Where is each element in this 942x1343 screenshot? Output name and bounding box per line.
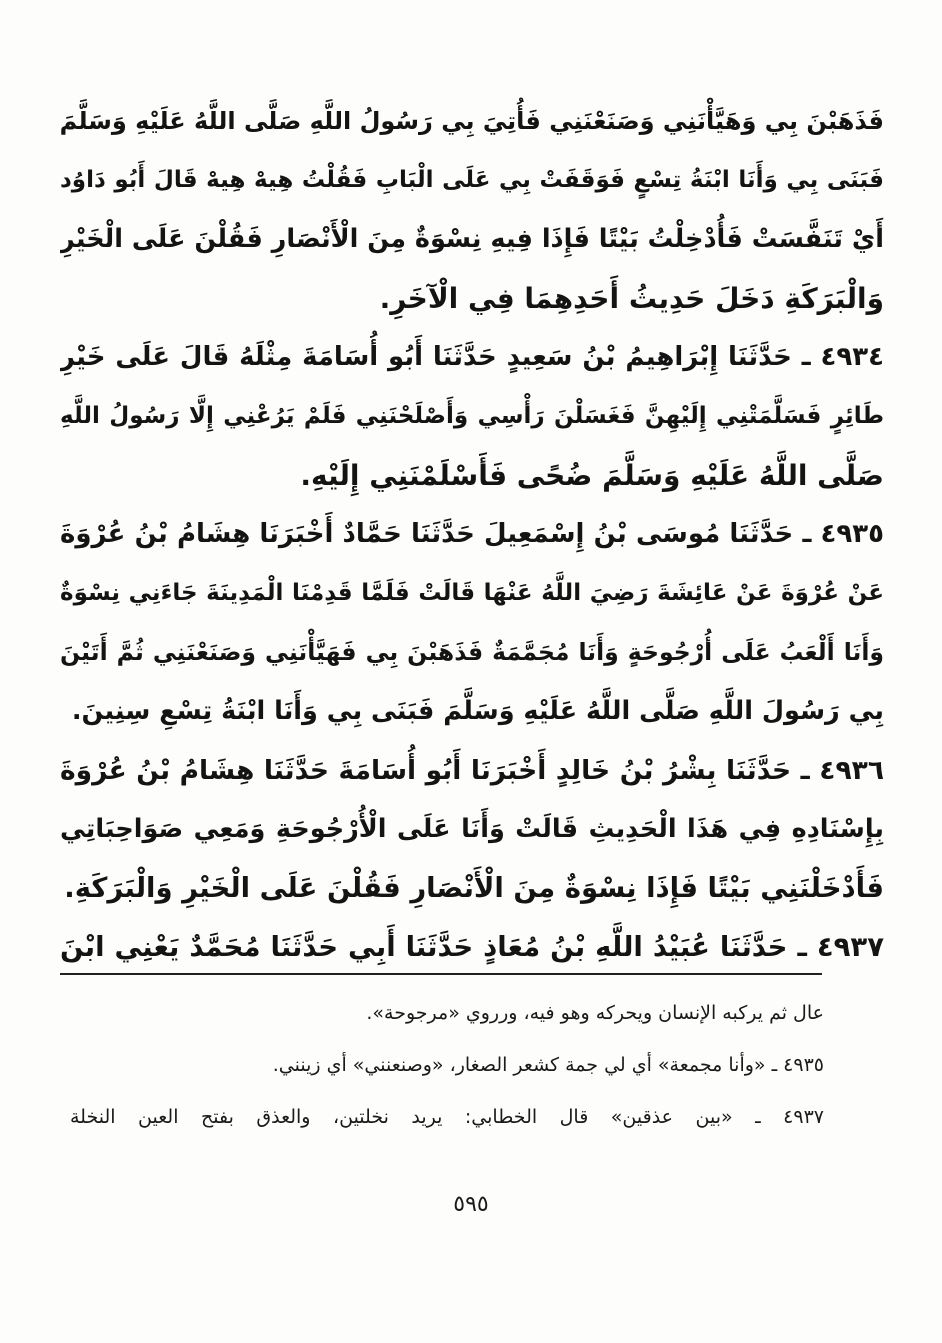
text-line: طَائِرٍ فَسَلَّمَتْنِي إِلَيْهِنَّ فَغَسَلْنَ رَأْسِي وَأَصْلَحْنَنِي فَلَمْ يَرُعْنِي إِلَّا رَسُولُ اللَّهِ xyxy=(60,403,884,429)
hadith-4934-heading-line: ٤٩٣٤ ـ حَدَّثَنَا إِبْرَاهِيمُ بْنُ سَعِيدٍ حَدَّثَنَا أَبُو أُسَامَةَ مِثْلَهُ قَالَ عَلَى خَيْرِ xyxy=(60,342,884,372)
text-line: صَلَّى اللَّهُ عَلَيْهِ وَسَلَّمَ ضُحًى فَأَسْلَمْنَنِي إِلَيْهِ. xyxy=(300,459,884,492)
hadith-4937-heading-line: ٤٩٣٧ ـ حَدَّثَنَا عُبَيْدُ اللَّهِ بْنُ مُعَاذٍ حَدَّثَنَا أَبِي حَدَّثَنَا مُحَمَّدٌ يَعْنِي ابْنَ xyxy=(60,931,884,963)
page-number: ٥٩٥ xyxy=(453,1192,489,1217)
text-line: فَبَنَى بِي وَأَنَا ابْنَةُ تِسْعٍ فَوَقَفَتْ بِي عَلَى الْبَابِ فَقُلْتُ هِيهْ هِيهْ قَالَ أَبُو دَاوُد xyxy=(60,167,884,193)
footnote-4937: ٤٩٣٧ ـ «بين عذقين» قال الخطابي: يريد نخلتين، والعذق بفتح العين النخلة xyxy=(70,1106,824,1128)
footnote-line: عال ثم يركبه الإنسان ويحركه وهو فيه، ورروي «مرجوحة». xyxy=(366,1002,824,1024)
main-text-block xyxy=(60,92,884,977)
hadith-4936-heading-line: ٤٩٣٦ ـ حَدَّثَنَا بِشْرُ بْنُ خَالِدٍ أَخْبَرَنَا أَبُو أُسَامَةَ حَدَّثَنَا هِشَامُ بْنُ عُرْوَةَ xyxy=(60,755,884,786)
hadith-4935-heading-line: ٤٩٣٥ ـ حَدَّثَنَا مُوسَى بْنُ إِسْمَعِيلَ حَدَّثَنَا حَمَّادٌ أَخْبَرَنَا هِشَامُ بْنُ عُرْوَةَ xyxy=(60,519,884,549)
text-line: بِإِسْنَادِهِ فِي هَذَا الْحَدِيثِ قَالَتْ وَأَنَا عَلَى الْأُرْجُوحَةِ وَمَعِي صَوَاحِبَاتِي xyxy=(60,814,884,844)
footnote-divider xyxy=(60,973,822,975)
footnotes-block xyxy=(70,990,824,1146)
text-line: وَالْبَرَكَةِ دَخَلَ حَدِيثُ أَحَدِهِمَا فِي الْآخَرِ. xyxy=(379,282,884,315)
text-line: وَأَنَا أَلْعَبُ عَلَى أُرْجُوحَةٍ وَأَنَا مُجَمَّمَةٌ فَذَهَبْنَ بِي فَهَيَّأْنَنِي وَصَنَعْنَنِي ثُمَّ أَتَيْنَ xyxy=(60,638,884,666)
text-line: أَيْ تَنَفَّسَتْ فَأُدْخِلْتُ بَيْتًا فَإِذَا فِيهِ نِسْوَةٌ مِنَ الْأَنْصَارِ فَقُلْنَ عَلَى الْخَيْرِ xyxy=(60,224,884,254)
footnote-4935: ٤٩٣٥ ـ «وأنا مجمعة» أي لي جمة كشعر الصغار، «وصنعنني» أي زينني. xyxy=(272,1054,824,1076)
text-line: فَذَهَبْنَ بِي وَهَيَّأْنَنِي وَصَنَعْنَنِي فَأُتِيَ بِي رَسُولُ اللَّهِ صَلَّى اللَّهُ عَلَيْهِ وَسَلَّمَ xyxy=(60,107,884,135)
text-line: عَنْ عُرْوَةَ عَنْ عَائِشَةَ رَضِيَ اللَّهُ عَنْهَا قَالَتْ فَلَمَّا قَدِمْنَا الْمَدِينَةَ جَاءَنِي نِسْوَةٌ xyxy=(60,580,884,606)
text-line: بِي رَسُولَ اللَّهِ صَلَّى اللَّهُ عَلَيْهِ وَسَلَّمَ فَبَنَى بِي وَأَنَا ابْنَةُ تِسْعِ سِنِينَ. xyxy=(71,696,884,726)
text-line: فَأَدْخَلْنَنِي بَيْتًا فَإِذَا نِسْوَةٌ مِنَ الْأَنْصَارِ فَقُلْنَ عَلَى الْخَيْرِ وَالْبَرَكَةِ. xyxy=(64,872,884,904)
